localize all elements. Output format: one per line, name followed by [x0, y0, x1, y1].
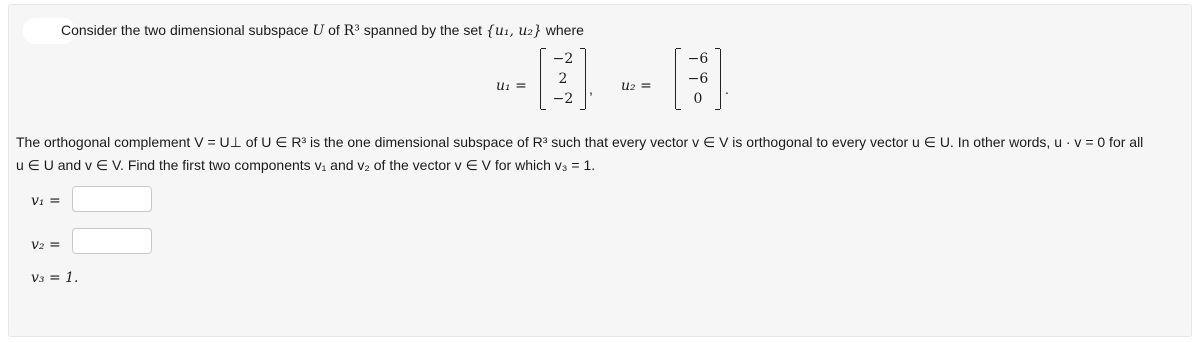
span-set: {u₁, u₂} — [485, 23, 542, 39]
of-text: of — [328, 22, 340, 38]
problem-statement-line-2: The orthogonal complement V = U⊥ of U ∈ R³ is the one dimensional subspace of R³ such that every vector v ∈ V is orthogonal to every vector u ∈ U. In other words, u · v = 0 for all — [16, 134, 1144, 150]
where-text: where — [545, 22, 584, 38]
u2-vector — [675, 49, 721, 109]
u2-label: u₂ = — [621, 78, 652, 94]
v1-label: v₁ = — [31, 193, 61, 209]
u1-comma: , — [589, 81, 593, 97]
problem-statement-line-3: u ∈ U and v ∈ V. Find the first two components v₁ and v₂ of the vector v ∈ V for which v₃ = 1. — [16, 157, 596, 173]
v2-input[interactable] — [72, 228, 152, 254]
u2-entry-2: −6 — [687, 71, 709, 87]
u2-entry-3: 0 — [693, 91, 703, 107]
problem-statement-line-1 — [61, 22, 584, 39]
u1-vector — [540, 49, 586, 109]
r3-symbol: R³ — [343, 23, 360, 39]
u1-entry-2: 2 — [558, 71, 568, 87]
u1-entry-1: −2 — [552, 51, 574, 67]
u2-period: . — [725, 81, 729, 97]
spanned-by-text: spanned by the set — [363, 22, 483, 38]
u1-entry-3: −2 — [552, 91, 574, 107]
v1-input[interactable] — [72, 186, 152, 212]
v2-label: v₂ = — [31, 237, 61, 253]
v3-statement: v₃ = 1. — [31, 270, 79, 286]
question-panel — [8, 4, 1192, 337]
u2-entry-1: −6 — [687, 51, 709, 67]
u1-label: u₁ = — [496, 78, 527, 94]
var-u: U — [312, 23, 325, 39]
intro-text: Consider the two dimensional subspace — [61, 22, 309, 38]
